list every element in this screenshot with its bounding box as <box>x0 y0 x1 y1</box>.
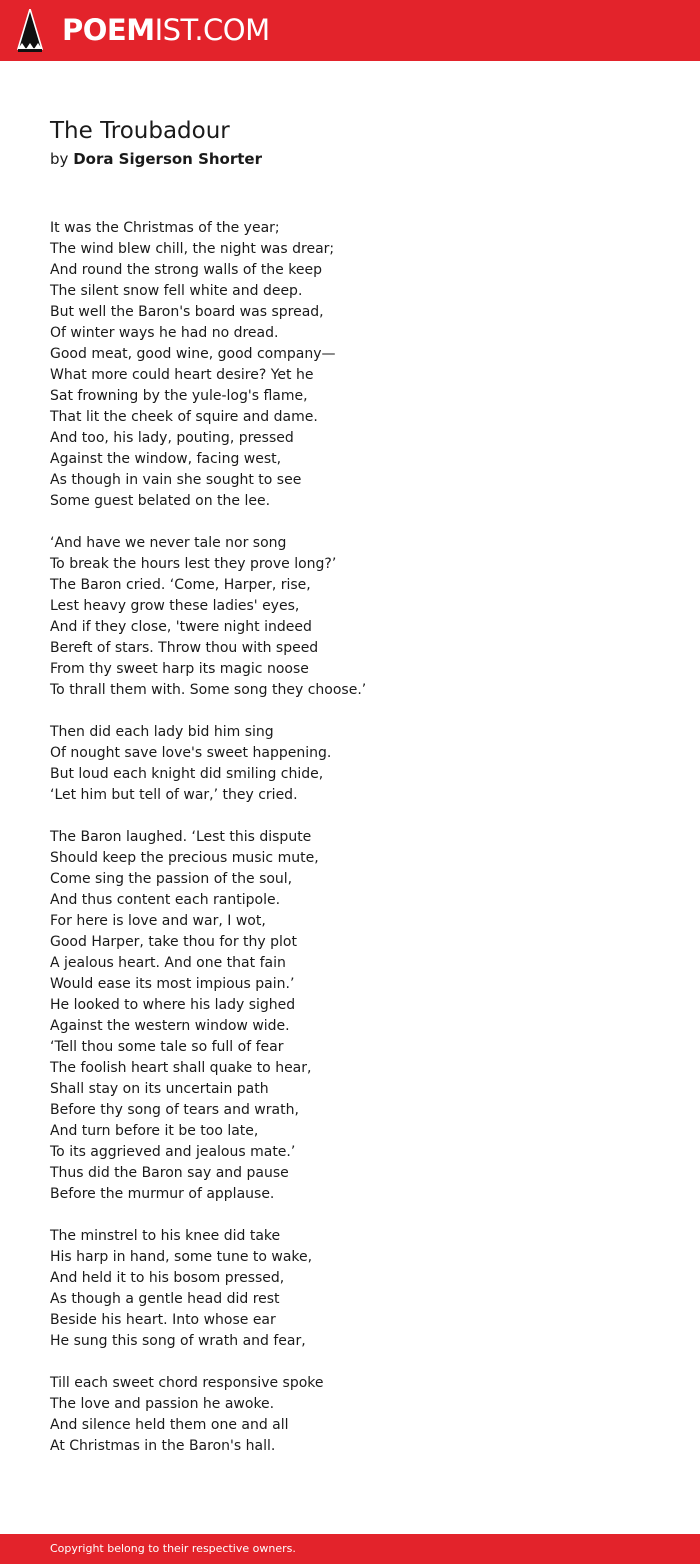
poem-line: It was the Christmas of the year; <box>50 220 280 236</box>
poem-line: And silence held them one and all <box>50 1417 289 1433</box>
poem-line: Of nought save love's sweet happening. <box>50 745 332 761</box>
poem-line: And too, his lady, pouting, pressed <box>50 430 294 446</box>
poem-line: As though in vain she sought to see <box>50 472 302 488</box>
stanza <box>50 1373 670 1457</box>
pencil-icon[interactable] <box>17 9 43 53</box>
poem-line: A jealous heart. And one that fain <box>50 955 286 971</box>
poem-line: And thus content each rantipole. <box>50 892 281 908</box>
poem-line: Till each sweet chord responsive spoke <box>50 1375 324 1391</box>
poem-body <box>50 218 670 1478</box>
poem-line: The love and passion he awoke. <box>50 1396 275 1412</box>
stanza <box>50 533 670 701</box>
byline <box>50 148 262 170</box>
poem-line: What more could heart desire? Yet he <box>50 367 314 383</box>
poem-line: His harp in hand, some tune to wake, <box>50 1249 313 1265</box>
poem-line: Of winter ways he had no dread. <box>50 325 279 341</box>
poem-line: And turn before it be too late, <box>50 1123 259 1139</box>
poem-title: The Troubadour <box>50 118 230 144</box>
poem-line: Should keep the precious music mute, <box>50 850 319 866</box>
poem-line: At Christmas in the Baron's hall. <box>50 1438 276 1454</box>
logo-light-text: IST.COM <box>154 13 270 47</box>
poem-line: The wind blew chill, the night was drear; <box>50 241 335 257</box>
poem-line: He sung this song of wrath and fear, <box>50 1333 306 1349</box>
poem-line: Then did each lady bid him sing <box>50 724 274 740</box>
poem-line: Lest heavy grow these ladies' eyes, <box>50 598 300 614</box>
poem-line: The minstrel to his knee did take <box>50 1228 281 1244</box>
poem-line: Sat frowning by the yule-log's flame, <box>50 388 308 404</box>
poem-line: To break the hours lest they prove long?’ <box>50 556 337 572</box>
poem-line: Some guest belated on the lee. <box>50 493 271 509</box>
poem-line: ‘And have we never tale nor song <box>50 535 287 551</box>
poem-line: Against the western window wide. <box>50 1018 290 1034</box>
poem-line: He looked to where his lady sighed <box>50 997 296 1013</box>
poem-line: Thus did the Baron say and pause <box>50 1165 289 1181</box>
poem-line: Before thy song of tears and wrath, <box>50 1102 299 1118</box>
poem-line: The silent snow fell white and deep. <box>50 283 303 299</box>
poem-line: Before the murmur of applause. <box>50 1186 275 1202</box>
site-logo[interactable] <box>62 13 270 47</box>
poem-line: And held it to his bosom pressed, <box>50 1270 285 1286</box>
poem-line: Good meat, good wine, good company— <box>50 346 336 362</box>
poem-line: The Baron cried. ‘Come, Harper, rise, <box>50 577 311 593</box>
poem-line: To its aggrieved and jealous mate.’ <box>50 1144 296 1160</box>
stanza <box>50 827 670 1205</box>
poem-line: To thrall them with. Some song they choose.’ <box>50 682 367 698</box>
poem-line: Come sing the passion of the soul, <box>50 871 293 887</box>
logo-bold-text: POEM <box>62 13 155 47</box>
stanza <box>50 722 670 806</box>
site-header <box>0 0 700 61</box>
poem-line: ‘Let him but tell of war,’ they cried. <box>50 787 298 803</box>
poem-line: Against the window, facing west, <box>50 451 282 467</box>
poem-line: But loud each knight did smiling chide, <box>50 766 324 782</box>
poem-line: As though a gentle head did rest <box>50 1291 280 1307</box>
stanza <box>50 1226 670 1352</box>
poem-line: The Baron laughed. ‘Lest this dispute <box>50 829 312 845</box>
poem-line: For here is love and war, I wot, <box>50 913 266 929</box>
poem-line: The foolish heart shall quake to hear, <box>50 1060 312 1076</box>
poem-line: And if they close, 'twere night indeed <box>50 619 312 635</box>
poem-line: From thy sweet harp its magic noose <box>50 661 309 677</box>
poem-line: But well the Baron's board was spread, <box>50 304 324 320</box>
stanza <box>50 218 670 512</box>
site-footer <box>0 1534 700 1564</box>
poem-line: Would ease its most impious pain.’ <box>50 976 295 992</box>
poem-line: Good Harper, take thou for thy plot <box>50 934 297 950</box>
copyright-text: Copyright belong to their respective owners. <box>50 1542 296 1555</box>
poem-line: Bereft of stars. Throw thou with speed <box>50 640 319 656</box>
poem-line: Shall stay on its uncertain path <box>50 1081 269 1097</box>
by-label: by <box>50 150 69 168</box>
poem-line: ‘Tell thou some tale so full of fear <box>50 1039 284 1055</box>
poem-line: Beside his heart. Into whose ear <box>50 1312 276 1328</box>
author-name[interactable]: Dora Sigerson Shorter <box>73 150 262 168</box>
poem-line: And round the strong walls of the keep <box>50 262 322 278</box>
poem-line: That lit the cheek of squire and dame. <box>50 409 318 425</box>
